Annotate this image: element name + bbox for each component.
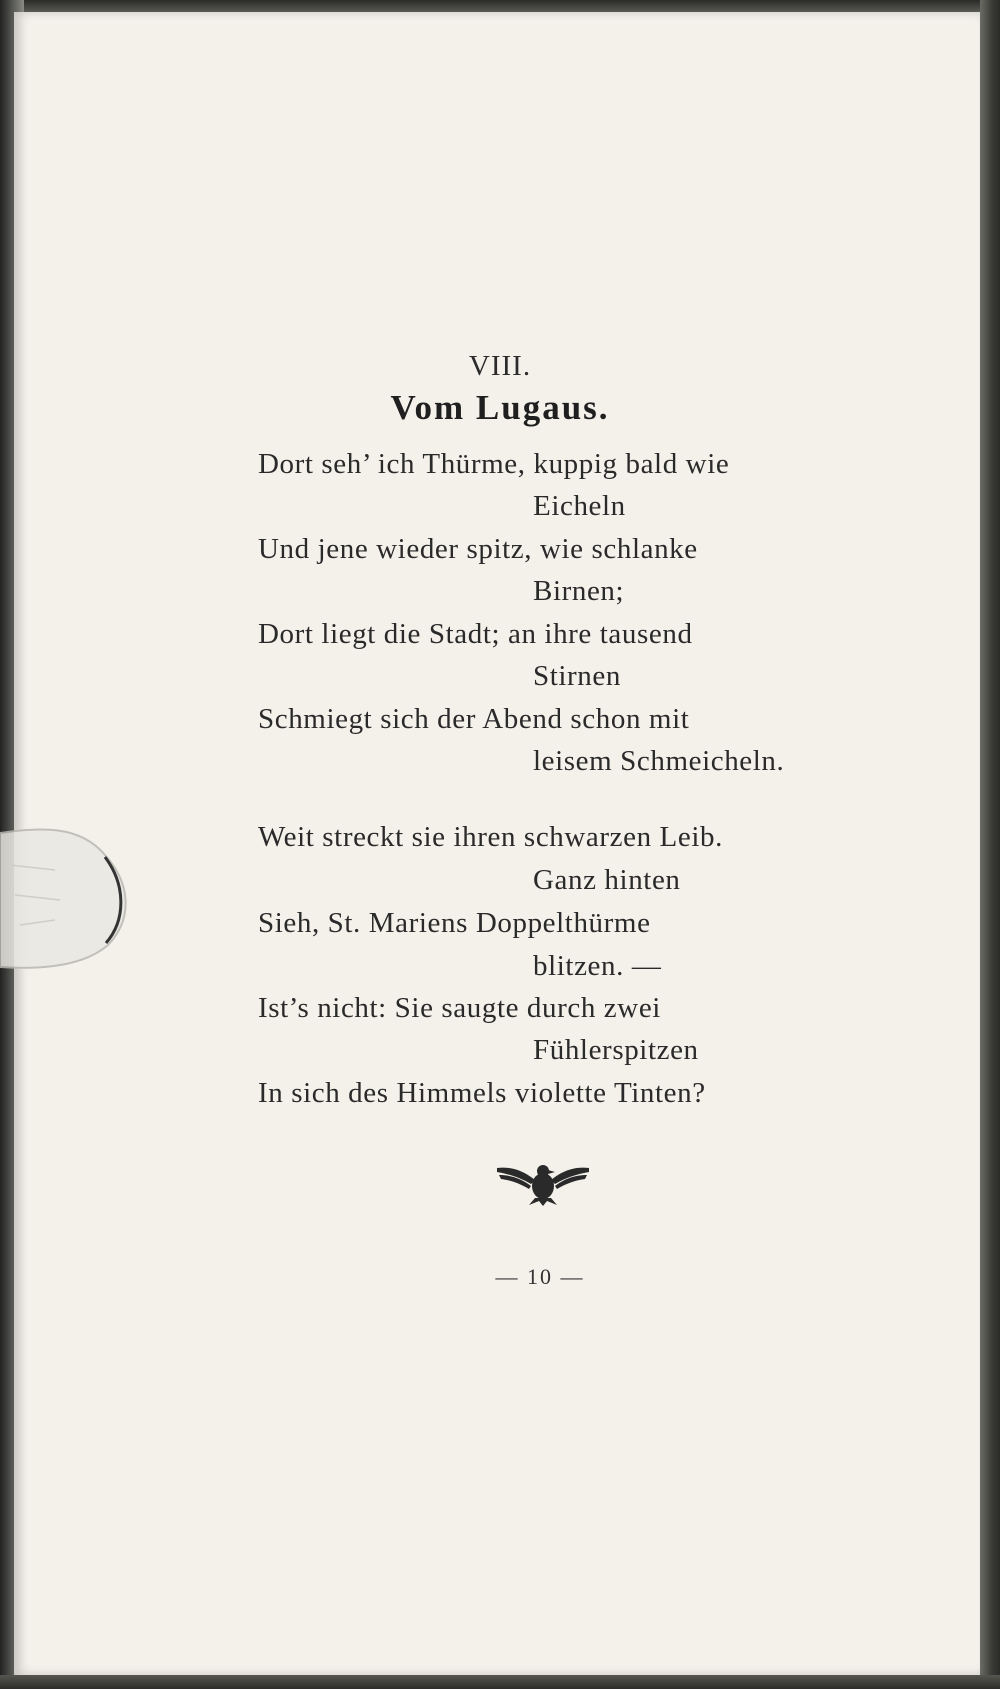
- page-top-edge: [0, 0, 1000, 12]
- verse-line: Dort liegt die Stadt; an ihre tausend: [258, 618, 693, 650]
- verse-line: leisem Schmeicheln.: [533, 745, 785, 777]
- verse-line: Weit streckt sie ihren schwarzen Leib.: [258, 821, 723, 853]
- verse-line: Ganz hinten: [533, 864, 681, 896]
- page-clip-icon: [0, 825, 130, 975]
- page-right-edge: [980, 0, 1000, 1689]
- verse-line: Stirnen: [533, 660, 621, 692]
- verse-line: Eicheln: [533, 490, 626, 522]
- verse-line: Und jene wieder spitz, wie schlanke: [258, 533, 698, 565]
- poem-numeral: VIII.: [468, 350, 532, 382]
- verse-line: blitzen. —: [533, 950, 662, 982]
- verse-line: Schmiegt sich der Abend schon mit: [258, 703, 690, 735]
- page-bottom-edge: [0, 1675, 1000, 1689]
- verse-line: Fühlerspitzen: [533, 1034, 699, 1066]
- verse-line: Dort seh’ ich Thürme, kuppig bald wie: [258, 448, 730, 480]
- verse-line: In sich des Himmels violette Tinten?: [258, 1077, 706, 1109]
- verse-line: Birnen;: [533, 575, 625, 607]
- page-number: — 10 —: [495, 1264, 585, 1289]
- verse-line: Sieh, St. Mariens Doppelthürme: [258, 907, 651, 939]
- verse-line: Ist’s nicht: Sie saugte durch zwei: [258, 992, 661, 1024]
- poem-title: Vom Lugaus.: [390, 388, 610, 427]
- eagle-ornament-icon: [495, 1158, 591, 1206]
